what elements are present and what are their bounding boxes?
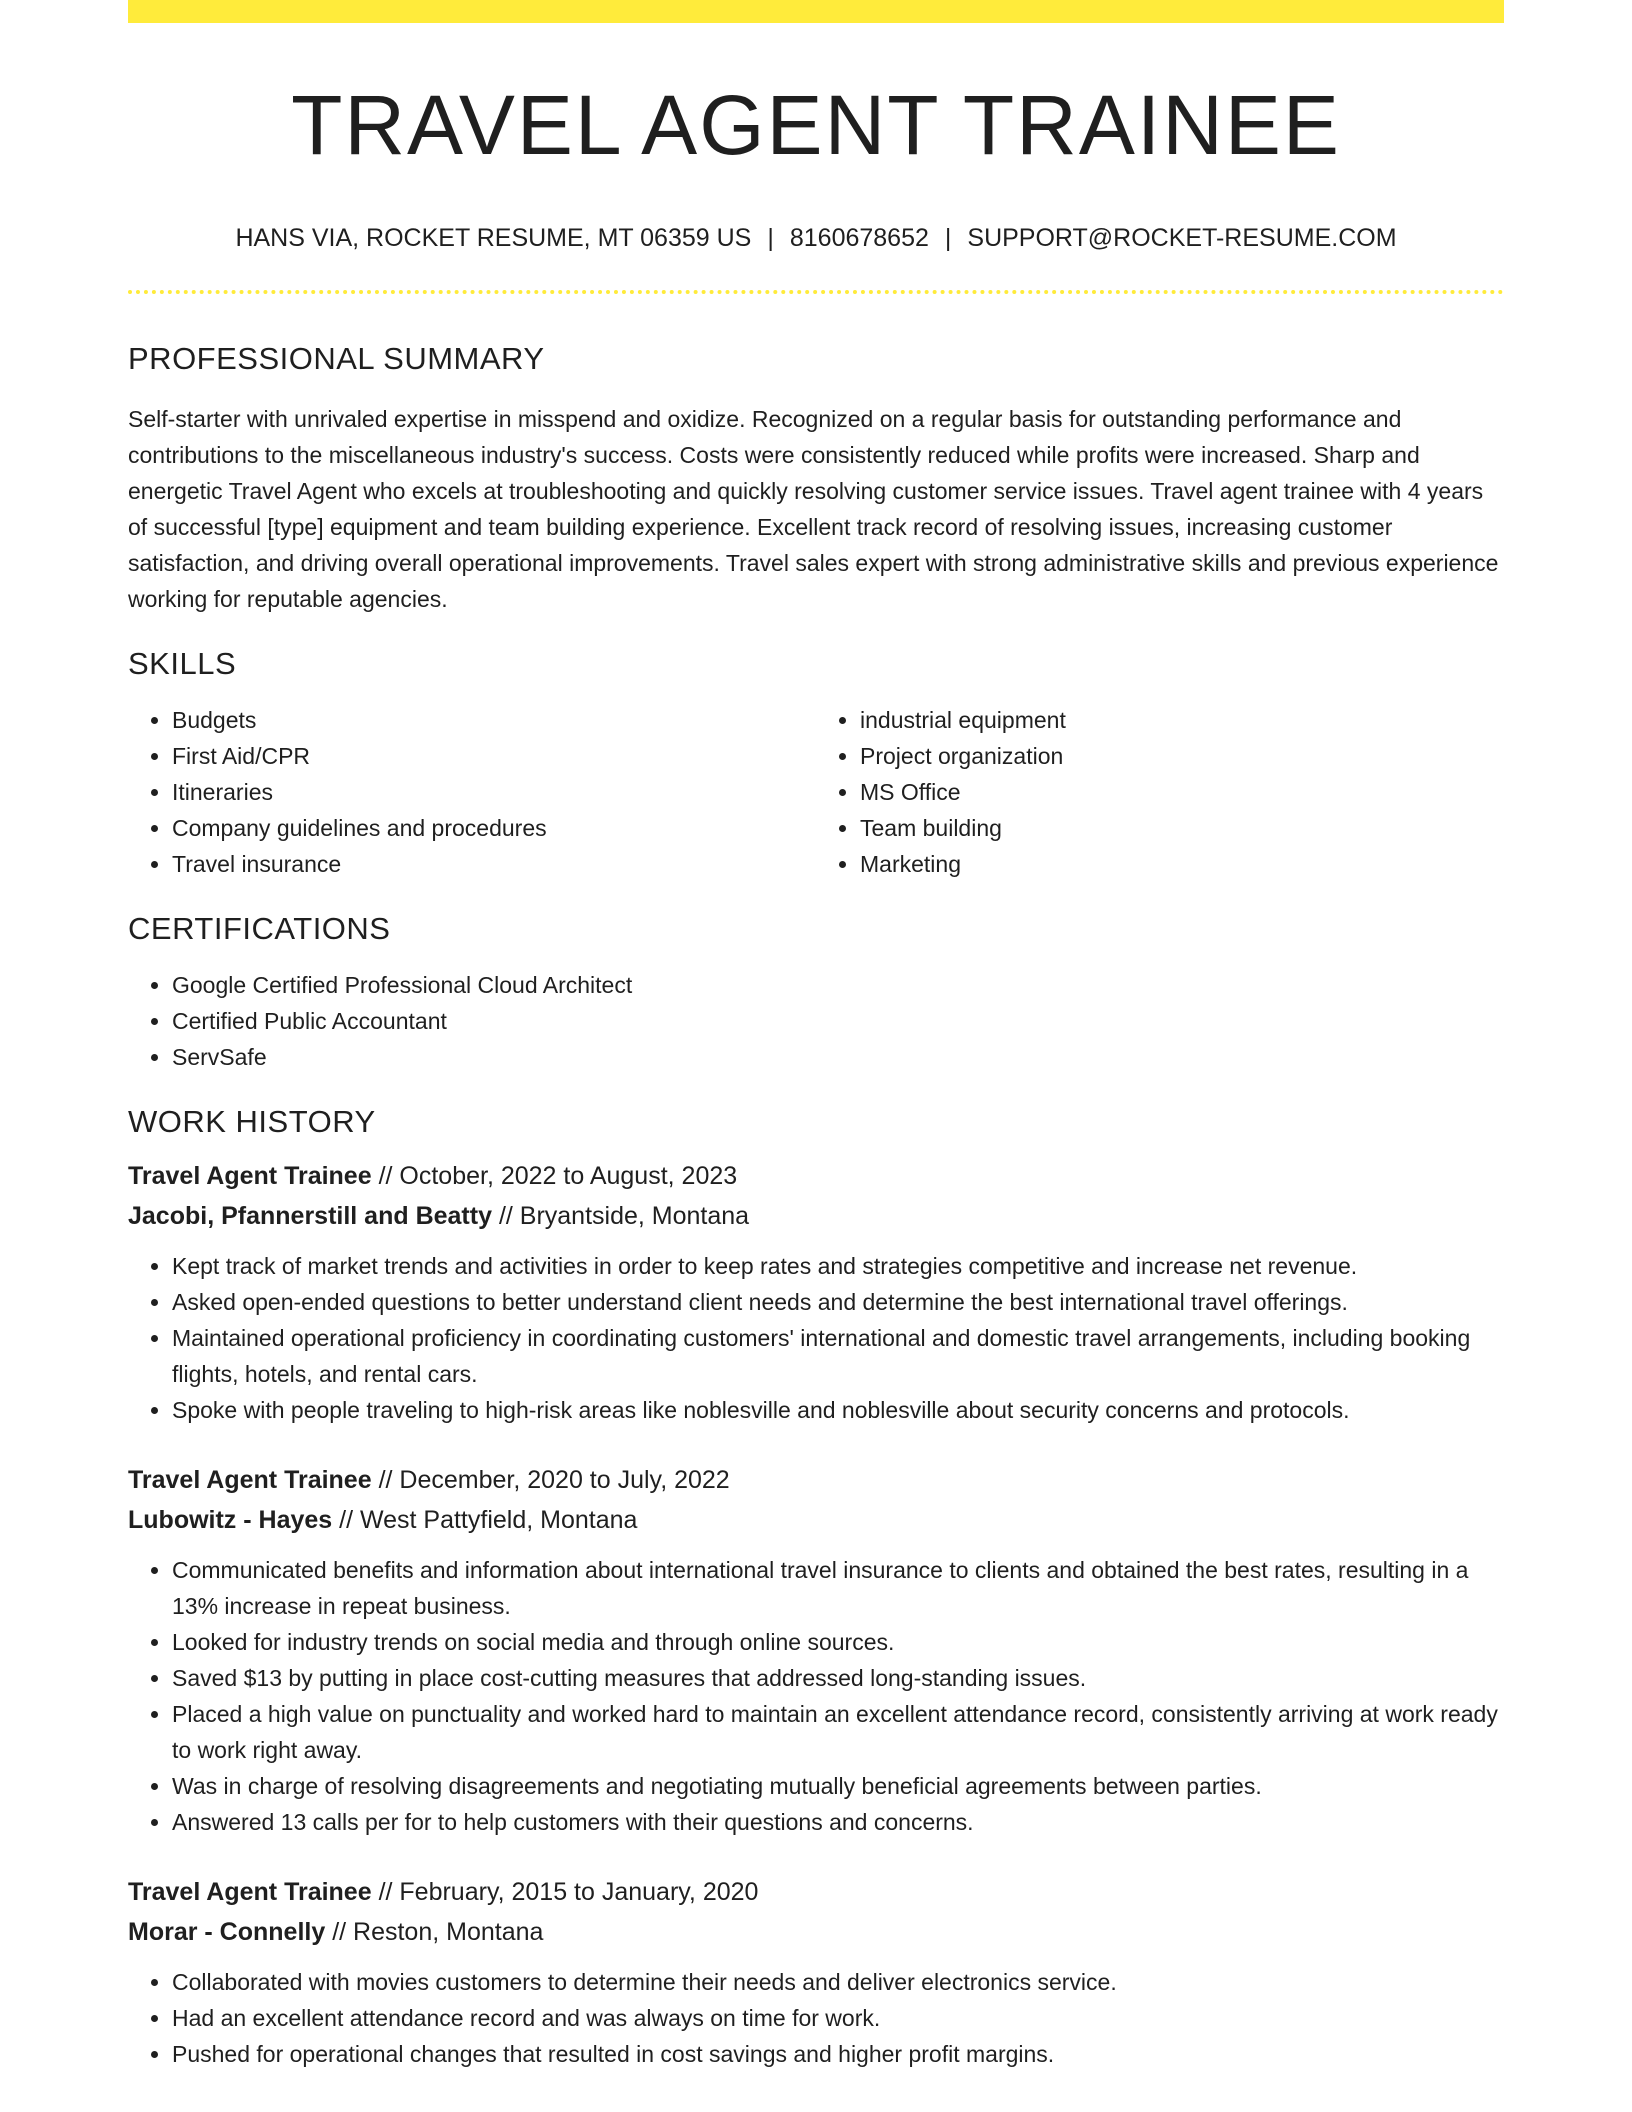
skill-item: • industrial equipment bbox=[860, 702, 1504, 738]
job-bullet: • Communicated benefits and information about international travel insurance to clients and obtained the best rates, resulting in a 13% increase in repeat business. bbox=[172, 1552, 1504, 1624]
skills-heading: SKILLS bbox=[128, 646, 237, 681]
job-entry bbox=[128, 1156, 1504, 1428]
skill-item: • Travel insurance bbox=[172, 846, 816, 882]
skill-item: • Project organization bbox=[860, 738, 1504, 774]
job-bullet: • Had an excellent attendance record and was always on time for work. bbox=[172, 2000, 1504, 2036]
skill-item: • Marketing bbox=[860, 846, 1504, 882]
certifications-list bbox=[128, 967, 1504, 1075]
skill-item: • Itineraries bbox=[172, 774, 816, 810]
skills-list-left bbox=[128, 702, 816, 882]
job-location: // West Pattyfield, Montana bbox=[332, 1506, 638, 1534]
contact-email[interactable]: SUPPORT@ROCKET-RESUME.COM bbox=[967, 224, 1397, 252]
job-title-line bbox=[128, 1460, 1504, 1500]
job-title: Travel Agent Trainee bbox=[128, 1466, 372, 1494]
job-dates: // October, 2022 to August, 2023 bbox=[371, 1162, 738, 1190]
resume-page bbox=[128, 0, 1504, 2072]
dotted-divider bbox=[128, 290, 1504, 294]
job-bullet: • Pushed for operational changes that resulted in cost savings and higher profit margins. bbox=[172, 2036, 1504, 2072]
certification-item: • Certified Public Accountant bbox=[172, 1003, 1504, 1039]
job-title: Travel Agent Trainee bbox=[128, 1878, 372, 1906]
summary-heading: PROFESSIONAL SUMMARY bbox=[128, 341, 545, 376]
job-location: // Reston, Montana bbox=[325, 1918, 544, 1946]
skill-item: • First Aid/CPR bbox=[172, 738, 816, 774]
skills-grid bbox=[128, 702, 1504, 882]
job-bullet: • Placed a high value on punctuality and worked hard to maintain an excellent attendance record, consistently arriving at work ready to work right away. bbox=[172, 1696, 1504, 1768]
job-title-line bbox=[128, 1156, 1504, 1196]
contact-separator: | bbox=[944, 224, 952, 252]
skill-item: • Team building bbox=[860, 810, 1504, 846]
skill-item: • MS Office bbox=[860, 774, 1504, 810]
work-history-heading: WORK HISTORY bbox=[128, 1104, 376, 1139]
summary-text: Self-starter with unrivaled expertise in misspend and oxidize. Recognized on a regular basis for outstanding performance and contributions to the miscellaneous industry's success. Costs were consistently reduced while profits were increased. Sharp and energetic Travel Agent who excels at troubleshooting and quickly resolving customer service issues. Travel agent trainee with 4 years of successful [type] equipment and team building experience. Excellent track record of resolving issues, increasing customer satisfaction, and driving overall operational improvements. Travel sales expert with strong administrative skills and previous experience working for reputable agencies. bbox=[128, 406, 1499, 612]
contact-line bbox=[128, 223, 1504, 253]
job-bullet: • Spoke with people traveling to high-risk areas like noblesville and noblesville about security concerns and protocols. bbox=[172, 1392, 1504, 1428]
job-dates: // February, 2015 to January, 2020 bbox=[371, 1878, 759, 1906]
job-company: Jacobi, Pfannerstill and Beatty bbox=[128, 1202, 492, 1230]
job-bullet: • Looked for industry trends on social media and through online sources. bbox=[172, 1624, 1504, 1660]
job-company-line bbox=[128, 1196, 1504, 1236]
job-bullets bbox=[128, 1552, 1504, 1840]
job-company-line bbox=[128, 1500, 1504, 1540]
certification-item: • ServSafe bbox=[172, 1039, 1504, 1075]
job-bullet: • Collaborated with movies customers to determine their needs and deliver electronics service. bbox=[172, 1964, 1504, 2000]
accent-top-bar bbox=[128, 0, 1504, 23]
job-bullets bbox=[128, 1248, 1504, 1428]
job-location: // Bryantside, Montana bbox=[492, 1202, 750, 1230]
job-company: Lubowitz - Hayes bbox=[128, 1506, 333, 1534]
job-bullet: • Kept track of market trends and activities in order to keep rates and strategies competitive and increase net revenue. bbox=[172, 1248, 1504, 1284]
job-title-line bbox=[128, 1872, 1504, 1912]
certification-item: • Google Certified Professional Cloud Architect bbox=[172, 967, 1504, 1003]
skills-list-right bbox=[816, 702, 1504, 882]
job-bullet: • Answered 13 calls per for to help customers with their questions and concerns. bbox=[172, 1804, 1504, 1840]
skill-item: • Company guidelines and procedures bbox=[172, 810, 816, 846]
job-company: Morar - Connelly bbox=[128, 1918, 326, 1946]
certifications-heading: CERTIFICATIONS bbox=[128, 911, 391, 946]
job-bullet: • Saved $13 by putting in place cost-cutting measures that addressed long-standing issues. bbox=[172, 1660, 1504, 1696]
job-bullets bbox=[128, 1964, 1504, 2072]
job-title: Travel Agent Trainee bbox=[128, 1162, 372, 1190]
contact-separator: | bbox=[767, 224, 774, 252]
job-company-line bbox=[128, 1912, 1504, 1952]
resume-name: TRAVEL AGENT TRAINEE bbox=[291, 78, 1341, 172]
job-bullet: • Asked open-ended questions to better understand client needs and determine the best international travel offerings. bbox=[172, 1284, 1504, 1320]
job-bullet: • Maintained operational proficiency in coordinating customers' international and domestic travel arrangements, including booking flights, hotels, and rental cars. bbox=[172, 1320, 1504, 1392]
contact-phone[interactable]: 8160678652 bbox=[789, 224, 929, 252]
job-dates: // December, 2020 to July, 2022 bbox=[371, 1466, 730, 1494]
job-entry bbox=[128, 1872, 1504, 2072]
job-entry bbox=[128, 1460, 1504, 1840]
job-bullet: • Was in charge of resolving disagreements and negotiating mutually beneficial agreements between parties. bbox=[172, 1768, 1504, 1804]
skill-item: • Budgets bbox=[172, 702, 816, 738]
contact-address: HANS VIA, ROCKET RESUME, MT 06359 US bbox=[235, 224, 752, 252]
